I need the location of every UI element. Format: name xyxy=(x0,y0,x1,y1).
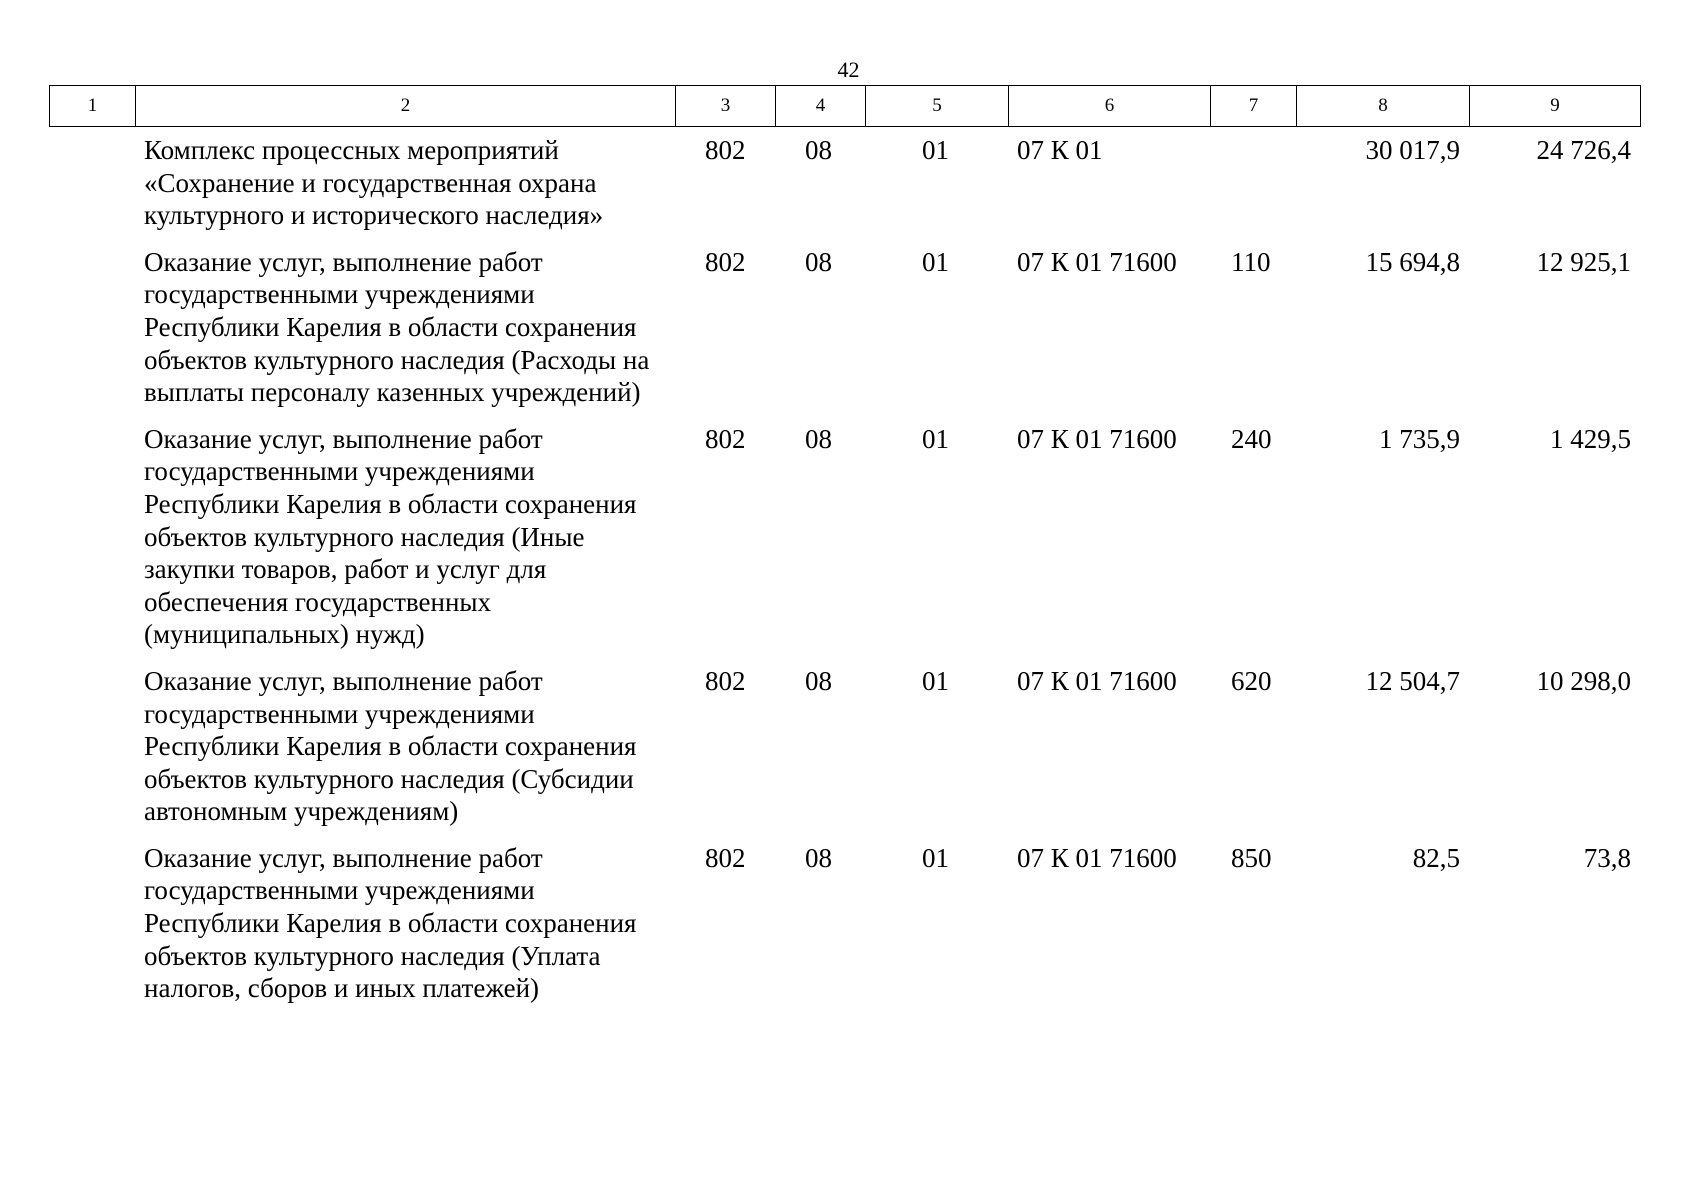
row-amount-col9: 73,8 xyxy=(1583,842,1631,873)
row-amount-col8: 82,5 xyxy=(1412,842,1460,873)
row-description: Оказание услуг, выполнение работ государственными учреждениями Республики Карелия в области сохранения объектов культурного наследия (Субсидии автономным учреждениям) xyxy=(144,665,637,827)
row-amount-col9: 10 298,0 xyxy=(1536,665,1631,696)
row-amount-col8: 12 504,7 xyxy=(1365,665,1460,696)
header-row xyxy=(50,86,1641,127)
row-ministry-code: 802 xyxy=(705,665,746,696)
row-target-article: 07 К 01 71600 xyxy=(1017,842,1177,873)
row-amount-col8: 1 735,9 xyxy=(1379,423,1460,454)
header-cell-3: 3 xyxy=(676,86,776,127)
row-description: Оказание услуг, выполнение работ государственными учреждениями Республики Карелия в области сохранения объектов культурного наследия (Расходы на выплаты персоналу казенных учреждений) xyxy=(144,246,650,408)
row-cell-1 xyxy=(49,423,135,665)
row-target-article: 07 К 01 xyxy=(1017,135,1103,165)
header-cell-4: 4 xyxy=(776,86,866,127)
header-cell-7: 7 xyxy=(1211,86,1297,127)
header-cell-6: 6 xyxy=(1009,86,1211,127)
row-amount-col8: 15 694,8 xyxy=(1365,246,1460,277)
row-ministry-code: 802 xyxy=(705,135,746,165)
row-section-code: 08 xyxy=(805,423,832,454)
row-amount-col9: 24 726,4 xyxy=(1536,135,1631,165)
row-description: Оказание услуг, выполнение работ государственными учреждениями Республики Карелия в области сохранения объектов культурного наследия (Уплата налогов, сборов и иных платежей) xyxy=(144,842,637,1004)
row-amount-col9: 1 429,5 xyxy=(1550,423,1631,454)
page-number: 42 xyxy=(837,57,860,82)
row-subsection-code: 01 xyxy=(922,135,949,165)
budget-table-body xyxy=(49,134,1640,1019)
header-cell-9: 9 xyxy=(1470,86,1641,127)
row-section-code: 08 xyxy=(805,842,832,873)
row-cell-1 xyxy=(49,134,135,246)
row-cell-1 xyxy=(49,246,135,423)
header-cell-1: 1 xyxy=(50,86,136,127)
row-subsection-code: 01 xyxy=(922,423,949,454)
row-subsection-code: 01 xyxy=(922,246,949,277)
row-ministry-code: 802 xyxy=(705,842,746,873)
row-section-code: 08 xyxy=(805,135,832,165)
row-target-article: 07 К 01 71600 xyxy=(1017,423,1177,454)
row-subsection-code: 01 xyxy=(922,665,949,696)
row-section-code: 08 xyxy=(805,665,832,696)
row-expense-type xyxy=(1210,134,1296,246)
row-expense-type: 240 xyxy=(1231,423,1272,454)
row-expense-type: 850 xyxy=(1231,842,1272,873)
header-cell-2: 2 xyxy=(136,86,676,127)
table-row xyxy=(49,665,1640,842)
row-target-article: 07 К 01 71600 xyxy=(1017,665,1177,696)
column-number-header xyxy=(49,85,1641,127)
row-amount-col9: 12 925,1 xyxy=(1536,246,1631,277)
header-cell-8: 8 xyxy=(1297,86,1470,127)
row-expense-type: 110 xyxy=(1231,246,1271,277)
table-row xyxy=(49,246,1640,423)
row-expense-type: 620 xyxy=(1231,665,1272,696)
row-ministry-code: 802 xyxy=(705,423,746,454)
header-cell-5: 5 xyxy=(866,86,1009,127)
table-row xyxy=(49,134,1640,246)
row-cell-1 xyxy=(49,665,135,842)
row-target-article: 07 К 01 71600 xyxy=(1017,246,1177,277)
row-cell-1 xyxy=(49,842,135,1019)
row-amount-col8: 30 017,9 xyxy=(1365,135,1460,165)
row-subsection-code: 01 xyxy=(922,842,949,873)
table-row xyxy=(49,842,1640,1019)
table-row xyxy=(49,423,1640,665)
row-section-code: 08 xyxy=(805,246,832,277)
row-ministry-code: 802 xyxy=(705,246,746,277)
row-description: Оказание услуг, выполнение работ государственными учреждениями Республики Карелия в области сохранения объектов культурного наследия (Иные закупки товаров, работ и услуг для обеспечения государственных (муниципальных) нужд) xyxy=(144,423,637,650)
row-description: Комплекс процессных мероприятий «Сохранение и государственная охрана культурного и исторического наследия» xyxy=(144,135,604,231)
